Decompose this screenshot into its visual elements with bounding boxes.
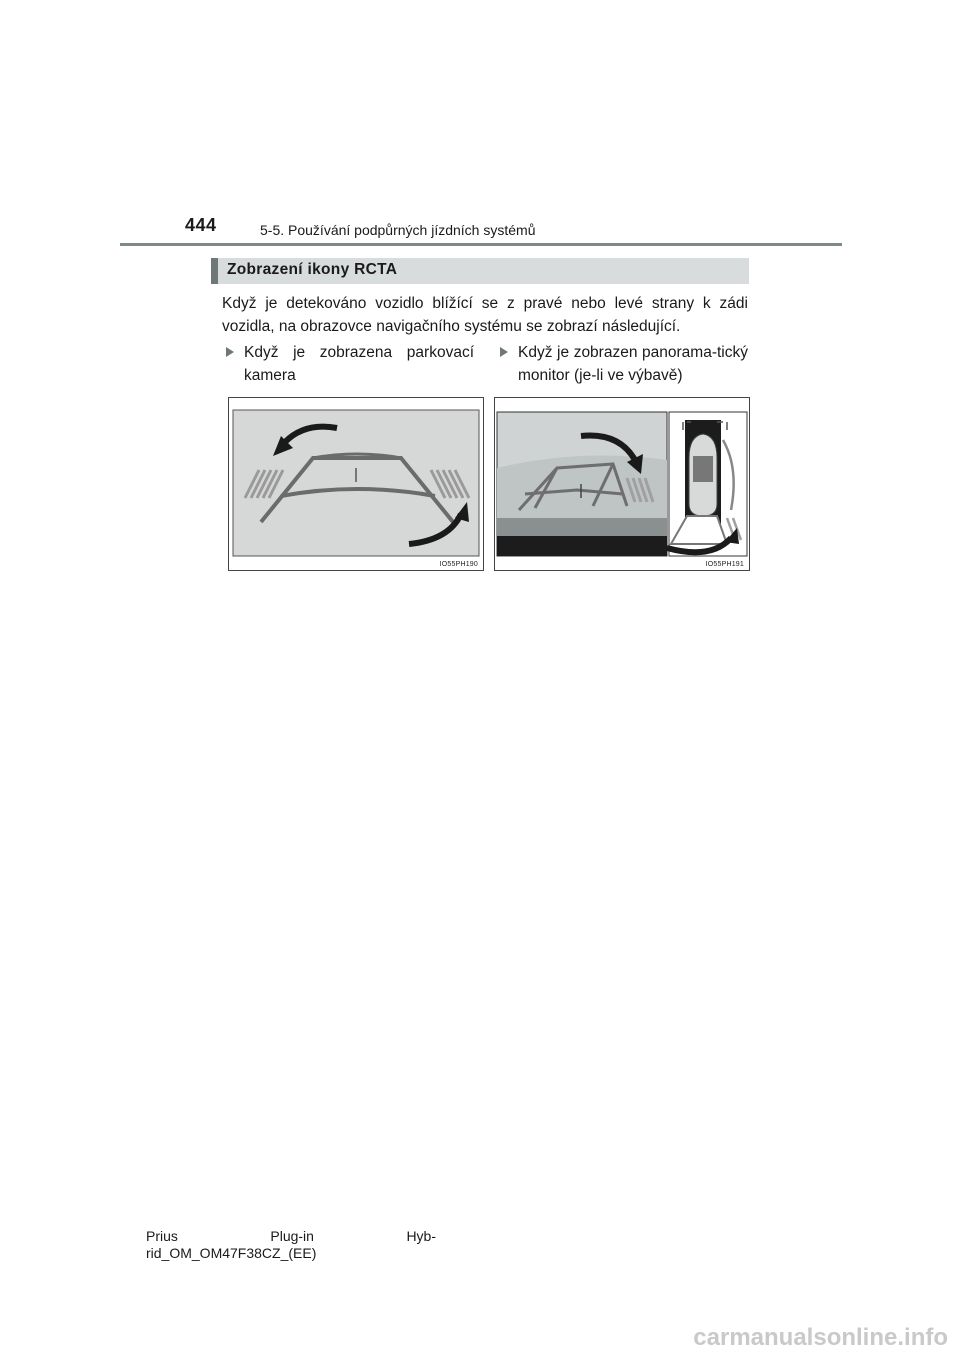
topic-heading-bar <box>211 258 749 284</box>
footer <box>146 1228 436 1262</box>
panoramic-monitor-rcta-illustration <box>495 398 749 570</box>
figure-parking-camera <box>228 397 484 571</box>
bullet-panoramic-monitor <box>500 341 750 389</box>
bullet-parking-camera <box>226 341 476 389</box>
section-title: 5-5. Používání podpůrných jízdních systémů <box>260 222 536 238</box>
page-number: 444 <box>185 215 217 235</box>
footer-doc-code: rid_OM_OM47F38CZ_(EE) <box>146 1245 317 1261</box>
topic-title: Zobrazení ikony RCTA <box>227 261 398 278</box>
footer-variant: Plug-in <box>270 1228 314 1244</box>
bullet-triangle-icon <box>226 347 234 357</box>
bullet-text: Když je zobrazena parkovací kamera <box>244 344 474 384</box>
figure-code: IO55PH191 <box>705 561 744 568</box>
footer-hyb: Hyb- <box>406 1228 436 1244</box>
header-divider <box>120 243 842 246</box>
intro-paragraph: Když je detekováno vozidlo blížící se z pravé nebo levé strany k zádi vozidla, na obrazovce navigačního systému se zobrazí následující. <box>222 295 748 335</box>
footer-model: Prius <box>146 1228 178 1244</box>
figure-panoramic-monitor <box>494 397 750 571</box>
bullet-triangle-icon <box>500 347 508 357</box>
figure-code: IO55PH190 <box>439 561 478 568</box>
parking-camera-rcta-illustration <box>229 398 483 570</box>
bullet-text: Když je zobrazen panorama-tický monitor (je-li ve výbavě) <box>518 344 748 384</box>
watermark: carmanualsonline.info <box>693 1324 948 1351</box>
